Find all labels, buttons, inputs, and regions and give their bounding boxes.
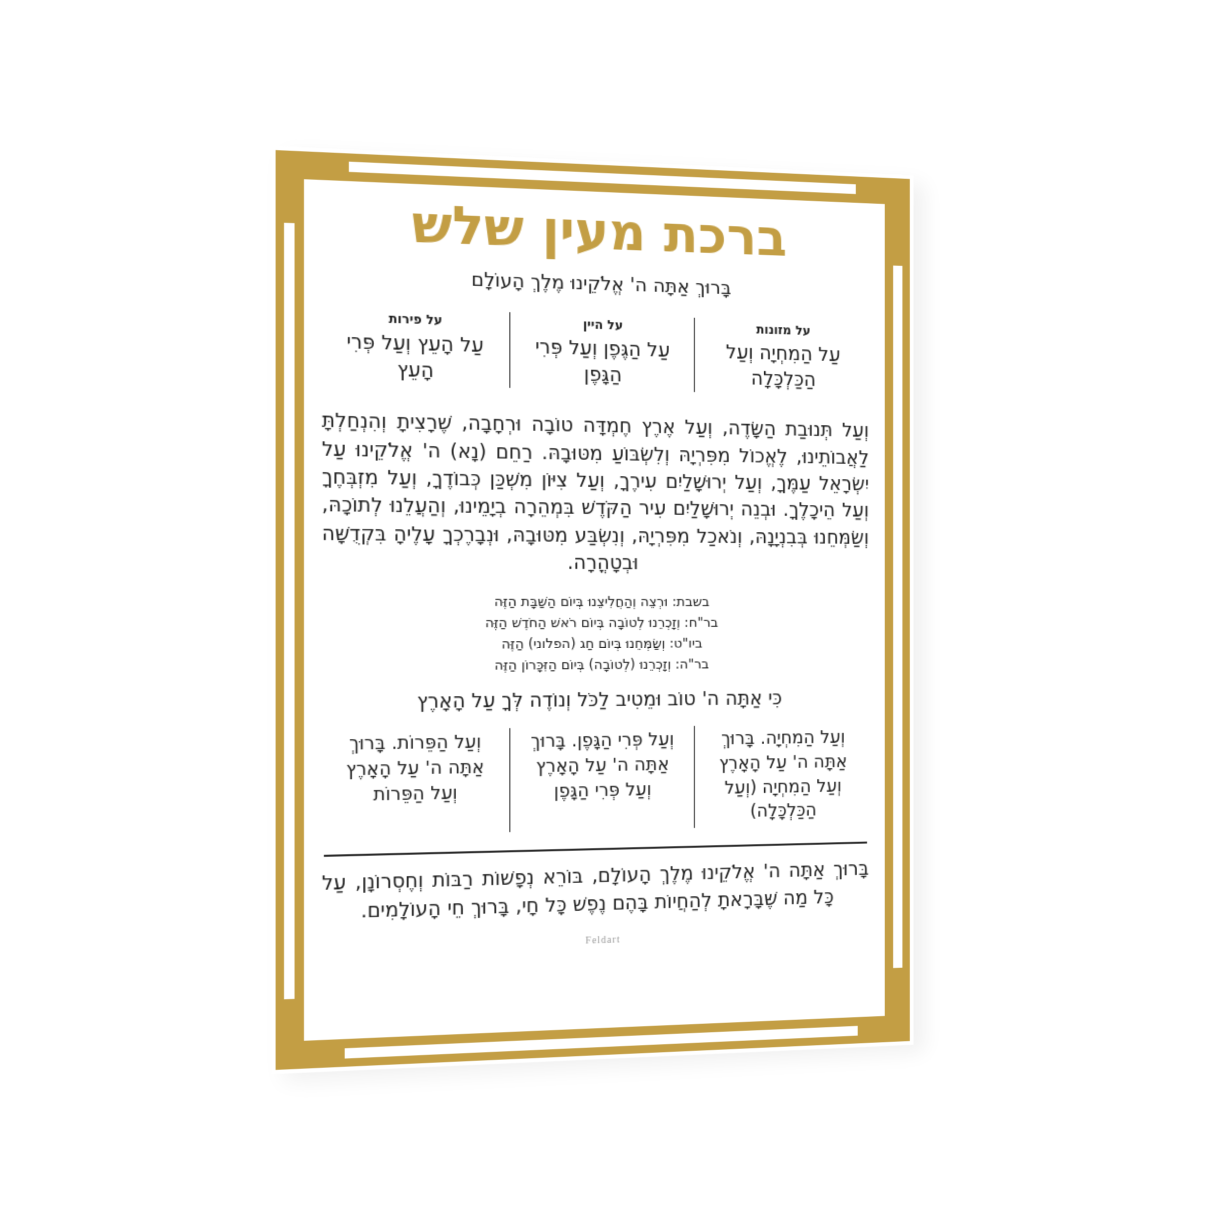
ki-ata-line: כִּי אַתָּה ה' טוֹב וּמֵטִיב לַכֹּל וְנוֹדֶה לְּךָ עַל הָאָרֶץ <box>417 686 783 713</box>
closing-column-fruit-text: וְעַל הַפֵּרוֹת. בָּרוּךְ אַתָּה ה' עַל הָאָרֶץ וְעַל הַפֵּרוֹת <box>345 731 485 806</box>
opening-blessing-line: בָּרוּךְ אַתָּה ה' אֱלֹקֵינוּ מֶלֶךְ הָעוֹלָם <box>471 268 732 299</box>
brand-logo: Feldart <box>585 934 621 947</box>
food-type-columns <box>320 306 871 396</box>
column-wine <box>510 312 695 393</box>
insertion-rosh-hashana: בר"ה: וְזָכְרֵנוּ (לְטוֹבָה) בְּיוֹם הַזִּכָּרוֹן הַזֶּה <box>494 656 710 674</box>
column-mezonot <box>695 318 871 397</box>
closing-column-mezonot <box>695 724 871 828</box>
column-fruit-body: עַל הָעֵץ וְעַל פְּרִי הָעֵץ <box>346 329 484 383</box>
closing-column-fruit <box>320 728 510 837</box>
blessing-poster <box>271 146 913 1074</box>
column-mezonot-header: על מזונות <box>756 321 811 338</box>
column-fruit-header: על פירות <box>388 310 443 328</box>
frame-accent-strip-right <box>893 266 902 969</box>
insertion-shabbat: בשבת: וּרְצֵה וְהַחֲלִיצֵנוּ בְּיוֹם הַשַּׁבָּת הַזֶּה <box>494 594 710 611</box>
column-wine-header: על היין <box>582 316 623 333</box>
insertion-rosh-chodesh: בר"ח: וְזָכְרֵנוּ לְטוֹבָה בְּיוֹם רֹאשׁ הַחֹדֶשׁ הַזֶּה <box>485 615 719 632</box>
column-fruit <box>320 306 510 388</box>
closing-column-wine <box>510 726 695 833</box>
column-mezonot-body: עַל הַמִחְיָה וְעַל הַכַּלְכָּלָה <box>725 340 841 391</box>
column-wine-body: עַל הַגֶּפֶן וְעַל פְּרִי הַגָּפֶן <box>535 334 670 387</box>
borei-nefashot-paragraph: בָּרוּךְ אַתָּה ה' אֱלֹקֵינוּ מֶלֶךְ הָעוֹלָם, בּוֹרֵא נְפָשׁוֹת רַבּוֹת וְחֶסְרוֹנָן, עַל כָּל מַה שֶּׁבָּרָאתָ לְהַחֲיוֹת בָּהֶם נֶפֶשׁ כָּל חָי, בָּרוּךְ חֵי הָעוֹלָמִים. <box>321 857 869 924</box>
closing-column-mezonot-text: וְעַל הַמִחְיָה. בָּרוּךְ אַתָּה ה' עַל הָאָרֶץ וְעַל הַמִחְיָה (וְעַל הַכַּלְכָּלָה) <box>718 726 848 823</box>
occasion-insertions <box>320 592 871 678</box>
main-blessing-paragraph: וְעַל תְּנוּבַת הַשָּׂדֶה, וְעַל אֶרֶץ חֶמְדָּה טוֹבָה וּרְחָבָה, שֶׁרָצִיתָ וְהִנְחַלְתָּ לַאֲבוֹתֵינוּ, לֶאֱכוֹל מִפִּרְיָהּ וְלִשְׂבּוֹעַ מִטּוּבָהּ. רַחֵם (נָא) ה' אֱלֹקֵינוּ עַל יִשְׂרָאֵל עַמֶּךָ, וְעַל יְרוּשָׁלַיִם עִירֶךָ, וְעַל צִיּוֹן מִשְׁכַּן כְּבוֹדֶךָ, וְעַל מִזְבְּחֶךָ וְעַל הֵיכָלֶךָ. וּבְנֵה יְרוּשָׁלַיִם עִיר הַקֹּדֶשׁ בִּמְהֵרָה בְיָמֵינוּ, וְהַעֲלֵנוּ לְתוֹכָהּ, וְשַׂמְּחֵנוּ בְּבִנְיָנָהּ, וְנֹאכַל מִפִּרְיָהּ, וְנִשְׂבַּע מִטּוּבָהּ, וּנְבָרֶכְךָ עָלֶיהָ בִּקְדֻשָּׁה וּבְטָהֳרָה. <box>321 408 869 575</box>
insertion-yom-tov: ביו"ט: וְשַׂמְּחֵנוּ בְּיוֹם חַג (הפלוני) הַזֶּה <box>501 635 703 653</box>
section-divider-line <box>324 842 867 857</box>
frame-accent-strip-left <box>284 223 295 1000</box>
closing-blessing-columns <box>320 724 871 837</box>
poster-content <box>320 191 871 1041</box>
closing-column-wine-text: וְעַל פְּרִי הַגָּפֶן. בָּרוּךְ אַתָּה ה' עַל הָאָרֶץ וְעַל פְּרִי הַגָּפֶן <box>530 729 675 802</box>
poster-title: ברכת מעין שלש <box>411 194 787 269</box>
